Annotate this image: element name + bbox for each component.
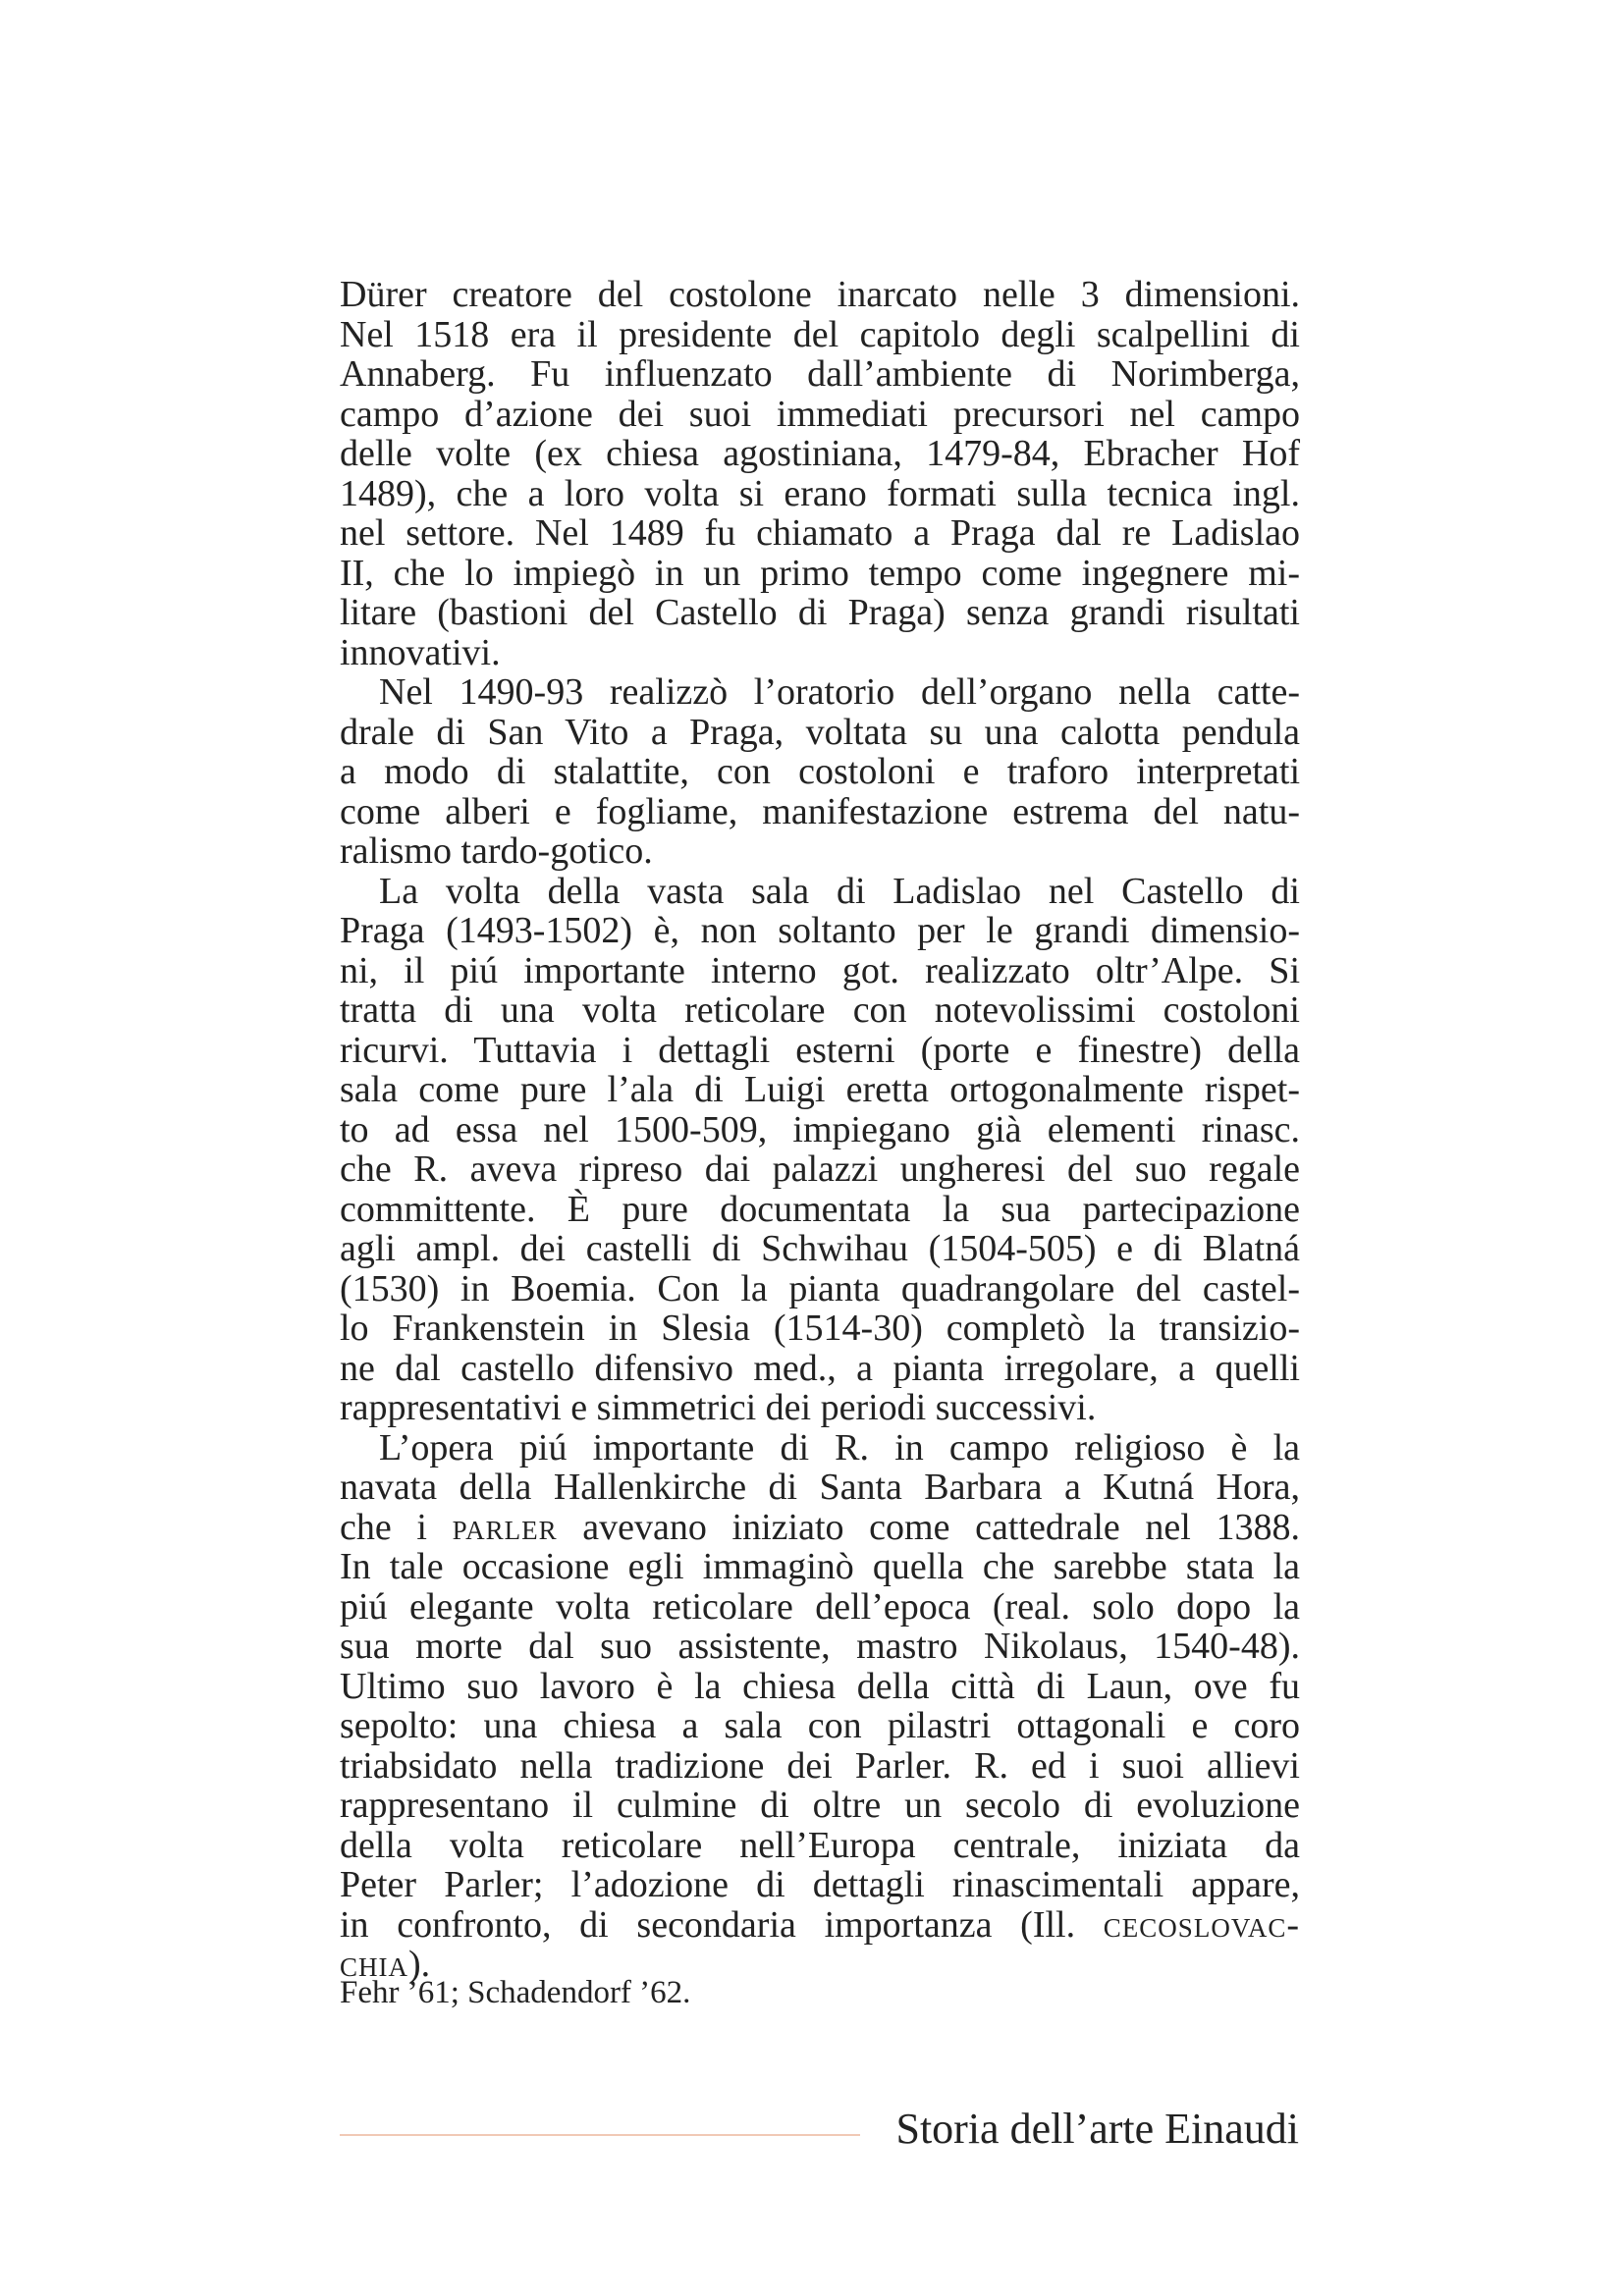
paragraph-4: [340, 1428, 1300, 1985]
paragraph-3: [340, 872, 1300, 1428]
text-line: Nel 1518 era il presidente del capitolo degli scalpellini di: [340, 313, 1300, 355]
text-line: ricurvi. Tuttavia i dettagli esterni (porte e finestre) della: [340, 1029, 1300, 1071]
text-line: a modo di stalattite, con costoloni e traforo interpretati: [340, 751, 1300, 792]
footer-rule: [340, 2134, 860, 2136]
text-line: committente. È pure documentata la sua partecipazione: [340, 1188, 1300, 1230]
text-line: nel settore. Nel 1489 fu chiamato a Praga dal re Ladislao: [340, 512, 1300, 554]
text-line: piú elegante volta reticolare dell’epoca (real. solo dopo la: [340, 1585, 1300, 1628]
text-line: campo d’azione dei suoi immediati precursori nel campo: [340, 393, 1300, 435]
text-line: ni, il piú importante interno got. realizzato oltr’Alpe. Si: [340, 949, 1300, 991]
text-line: In tale occasione egli immaginò quella che sarebbe stata la: [340, 1546, 1300, 1587]
text-line: to ad essa nel 1500-509, impiegano già elementi rinasc.: [340, 1108, 1300, 1150]
text-line: rappresentativi e simmetrici dei periodi successivi.: [340, 1387, 1097, 1428]
text-line: drale di San Vito a Praga, voltata su una calotta pendula: [340, 711, 1300, 753]
article-body: [340, 275, 1300, 1985]
text-fragment: ).: [408, 1944, 431, 1985]
text-line: triabsidato nella tradizione dei Parler. R. ed i suoi allievi: [340, 1744, 1300, 1787]
text-line: Praga (1493-1502) è, non soltanto per le grandi dimensio-: [340, 910, 1300, 951]
text-line: sua morte dal suo assistente, mastro Nikolaus, 1540-48).: [340, 1626, 1300, 1667]
text-line: L’opera piú importante di R. in campo religioso è la: [379, 1426, 1300, 1468]
text-line: 1489), che a loro volta si erano formati sulla tecnica ingl.: [340, 472, 1300, 514]
text-line: [340, 1905, 1300, 1946]
text-line: ralismo tardo-gotico.: [340, 830, 653, 872]
text-line: innovativi.: [340, 631, 501, 673]
text-line: (1530) in Boemia. Con la pianta quadrangolare del castel-: [340, 1267, 1300, 1309]
text-line: [340, 1508, 1300, 1548]
text-fragment: avevano iniziato come cattedrale nel 1388.: [557, 1506, 1301, 1548]
cross-reference-cecoslovacchia: cecoslovac-: [1103, 1903, 1300, 1946]
text-line: sala come pure l’ala di Luigi eretta ortogonalmente rispet-: [340, 1069, 1300, 1110]
text-line: Peter Parler; l’adozione di dettagli rinascimentali appare,: [340, 1864, 1300, 1905]
paragraph-1: [340, 275, 1300, 672]
text-line: agli ampl. dei castelli di Schwihau (1504-505) e di Blatná: [340, 1228, 1300, 1269]
text-line: II, che lo impiegò in un primo tempo come ingegnere mi-: [340, 552, 1300, 594]
text-line: Dürer creatore del costolone inarcato nelle 3 dimensioni.: [340, 274, 1300, 315]
bibliography: Fehr ’61; Schadendorf ’62.: [340, 1975, 691, 2010]
text-fragment: che i: [340, 1506, 453, 1548]
cross-reference-cecoslovacchia-end: chia: [340, 1944, 408, 1985]
text-line: ne dal castello difensivo med., a pianta irregolare, a quelli: [340, 1347, 1300, 1389]
text-line: Ultimo suo lavoro è la chiesa della città di Laun, ove fu: [340, 1665, 1300, 1707]
text-line: navata della Hallenkirche di Santa Barbara a Kutná Hora,: [340, 1467, 1300, 1508]
text-line: Annaberg. Fu influenzato dall’ambiente di Norimberga,: [340, 353, 1300, 395]
text-line: sepolto: una chiesa a sala con pilastri ottagonali e coro: [340, 1705, 1300, 1746]
cross-reference-parler: parler: [452, 1506, 558, 1548]
text-line: tratta di una volta reticolare con notevolissimi costoloni: [340, 989, 1300, 1031]
text-line: della volta reticolare nell’Europa centrale, iniziata da: [340, 1824, 1300, 1866]
text-line: Nel 1490-93 realizzò l’oratorio dell’organo nella catte-: [379, 671, 1300, 713]
footer-title: Storia dell’arte Einaudi: [895, 2105, 1299, 2153]
text-fragment: in confronto, di secondaria importanza (Ill.: [340, 1903, 1104, 1946]
text-line: rappresentano il culmine di oltre un secolo di evoluzione: [340, 1785, 1300, 1826]
text-line: litare (bastioni del Castello di Praga) senza grandi risultati: [340, 592, 1300, 633]
paragraph-2: [340, 672, 1300, 872]
text-line: come alberi e fogliame, manifestazione estrema del natu-: [340, 790, 1300, 832]
text-line: La volta della vasta sala di Ladislao nel Castello di: [379, 870, 1300, 912]
text-line: delle volte (ex chiesa agostiniana, 1479-84, Ebracher Hof: [340, 433, 1300, 474]
text-line: che R. aveva ripreso dai palazzi ungheresi del suo regale: [340, 1148, 1300, 1190]
text-line: lo Frankenstein in Slesia (1514-30) completò la transizio-: [340, 1308, 1300, 1349]
